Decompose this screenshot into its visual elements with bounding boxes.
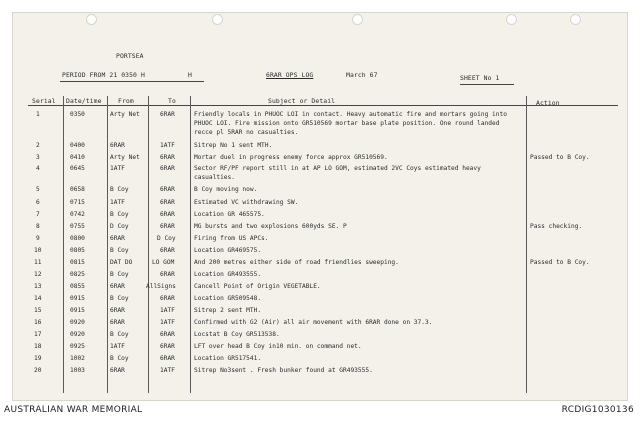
row-time: 0715 <box>70 199 85 206</box>
row-serial: 15 <box>34 307 42 314</box>
row-time: 0920 <box>70 331 85 338</box>
row-to: 6RAR <box>160 247 175 254</box>
row-serial: 6 <box>36 199 40 206</box>
row-serial: 17 <box>34 331 42 338</box>
row-serial: 19 <box>34 355 42 362</box>
row-serial: 16 <box>34 319 42 326</box>
row-from: B Coy <box>110 295 129 302</box>
row-time: 0645 <box>70 165 85 172</box>
table-row <box>0 367 640 380</box>
row-detail: Location GR493555. <box>194 271 262 278</box>
row-time: 0825 <box>70 271 85 278</box>
row-time: 0800 <box>70 235 85 242</box>
row-from: Arty Net <box>110 154 140 161</box>
row-time: 0350 <box>70 111 85 118</box>
period-rule <box>60 81 204 82</box>
row-detail: Location GR 465575. <box>194 211 265 218</box>
row-time: 0658 <box>70 186 85 193</box>
sheet-rule <box>460 84 514 85</box>
row-serial: 11 <box>34 259 42 266</box>
row-action: Passed to B Coy. <box>530 154 590 161</box>
row-serial: 4 <box>36 165 40 172</box>
row-time: 1003 <box>70 367 85 374</box>
row-serial: 3 <box>36 154 40 161</box>
period-to: H <box>188 71 192 79</box>
row-detail: Location GR517541. <box>194 355 262 362</box>
row-to: 6RAR <box>160 186 175 193</box>
log-title: 6RAR OPS LOG <box>266 71 314 79</box>
row-from: D Coy <box>110 223 129 230</box>
row-detail: B Coy moving now. <box>194 186 258 193</box>
row-detail: Sector RF/PF report still in at AP LO GOM, estimated 2VC Coys estimated heavy <box>194 165 481 172</box>
row-from: 6RAR <box>110 367 125 374</box>
col-action: Action <box>536 99 560 107</box>
sheet-number: SHEET No 1 <box>460 74 500 82</box>
row-time: 1002 <box>70 355 85 362</box>
row-time: 0410 <box>70 154 85 161</box>
row-to: D Coy <box>157 235 176 242</box>
row-to: 1ATF <box>160 307 175 314</box>
col-datetime: Date/time <box>66 97 102 105</box>
row-from: 6RAR <box>110 319 125 326</box>
row-to: 1ATF <box>160 142 175 149</box>
row-detail: Firing from US APCs. <box>194 235 269 242</box>
row-detail: Sitrep No 1 sent MTH. <box>194 142 273 149</box>
row-serial: 7 <box>36 211 40 218</box>
row-serial: 2 <box>36 142 40 149</box>
row-time: 0742 <box>70 211 85 218</box>
col-from: From <box>118 97 134 105</box>
row-from: B Coy <box>110 211 129 218</box>
row-time: 0815 <box>70 259 85 266</box>
row-serial: 20 <box>34 367 42 374</box>
row-detail: Location GR509548. <box>194 295 262 302</box>
row-detail: Cancell Point of Origin VEGETABLE. <box>194 283 321 290</box>
row-to: 6RAR <box>160 111 175 118</box>
row-action: Passed to B Coy. <box>530 259 590 266</box>
row-from: B Coy <box>110 186 129 193</box>
row-to: 6RAR <box>160 355 175 362</box>
row-action: Pass checking. <box>530 223 583 230</box>
row-detail: Estimated VC withdrawing SW. <box>194 199 299 206</box>
row-detail: Confirmed with G2 (Air) all air movement with 6RAR done on 37.3. <box>194 319 433 326</box>
table-row <box>0 111 640 136</box>
row-to: 6RAR <box>160 295 175 302</box>
period-from: PERIOD FROM 21 0350 H <box>62 71 145 79</box>
punch-hole <box>570 14 581 25</box>
row-to: 1ATF <box>160 319 175 326</box>
row-to: 6RAR <box>160 165 175 172</box>
row-from: B Coy <box>110 247 129 254</box>
row-time: 0755 <box>70 223 85 230</box>
row-to: 6RAR <box>160 199 175 206</box>
row-detail-line3: recce pl 5RAR no casualties. <box>194 129 299 136</box>
row-from: 6RAR <box>110 142 125 149</box>
row-detail-line2: PHUOC LOI. Fire mission onto GR510569 mortar base plate position. One round landed <box>194 120 500 127</box>
row-detail: Locstat B Coy GR513538. <box>194 331 280 338</box>
row-serial: 14 <box>34 295 42 302</box>
row-from: Arty Net <box>110 111 140 118</box>
row-time: 0915 <box>70 295 85 302</box>
punch-hole <box>212 14 223 25</box>
row-to: LO GOM <box>152 259 175 266</box>
row-time: 0915 <box>70 307 85 314</box>
archive-credit: AUSTRALIAN WAR MEMORIAL <box>4 405 143 415</box>
row-from: 1ATF <box>110 343 125 350</box>
col-to: To <box>168 97 176 105</box>
row-detail: Sitrep 2 sent MTH. <box>194 307 262 314</box>
row-detail: LFT over head B Coy in10 min. on command net. <box>194 343 362 350</box>
row-time: 0400 <box>70 142 85 149</box>
row-serial: 13 <box>34 283 42 290</box>
row-serial: 1 <box>36 111 40 118</box>
table-row <box>0 165 640 181</box>
row-to: 6RAR <box>160 343 175 350</box>
row-from: DAT DO <box>110 259 133 266</box>
archive-reference: RCDIG1030136 <box>561 405 634 415</box>
row-to: 1ATF <box>160 367 175 374</box>
row-from: 6RAR <box>110 235 125 242</box>
row-from: 1ATF <box>110 165 125 172</box>
row-detail: Friendly locals in PHUOC LOI in contact. Heavy automatic fire and mortars going into <box>194 111 507 118</box>
row-detail-line2: casualties. <box>194 174 235 181</box>
row-serial: 8 <box>36 223 40 230</box>
row-from: 6RAR <box>110 307 125 314</box>
row-serial: 18 <box>34 343 42 350</box>
col-serial: Serial <box>32 97 56 105</box>
row-to: 6RAR <box>160 271 175 278</box>
row-serial: 12 <box>34 271 42 278</box>
punch-hole <box>352 14 363 25</box>
row-to: 6RAR <box>160 154 175 161</box>
row-from: 1ATF <box>110 199 125 206</box>
punch-hole <box>86 14 97 25</box>
row-time: 0920 <box>70 319 85 326</box>
row-detail: Location GR469575. <box>194 247 262 254</box>
row-time: 0805 <box>70 247 85 254</box>
row-from: B Coy <box>110 355 129 362</box>
row-time: 0925 <box>70 343 85 350</box>
col-subject: Subject or Detail <box>268 97 336 105</box>
row-detail: Mortar duel in progress enemy force approx GR510569. <box>194 154 388 161</box>
row-from: B Coy <box>110 331 129 338</box>
unit-name: PORTSEA <box>116 52 144 60</box>
header-rule <box>28 105 618 106</box>
row-detail: MG bursts and two explosions 600yds SE. P <box>194 223 347 230</box>
row-from: B Coy <box>110 271 129 278</box>
row-serial: 5 <box>36 186 40 193</box>
row-to: 6RAR <box>160 223 175 230</box>
punch-hole <box>506 14 517 25</box>
row-to: 6RAR <box>160 211 175 218</box>
row-to: 6RAR <box>160 331 175 338</box>
row-serial: 9 <box>36 235 40 242</box>
table-row <box>0 186 640 199</box>
row-serial: 10 <box>34 247 42 254</box>
log-month: March 67 <box>346 71 378 79</box>
row-detail: And 200 metres either side of road friendlies sweeping. <box>194 259 399 266</box>
row-from: 6RAR <box>110 283 125 290</box>
row-to: AllSigns <box>146 283 176 290</box>
row-time: 0855 <box>70 283 85 290</box>
row-detail: Sitrep No3sent . Fresh bunker found at GR493555. <box>194 367 373 374</box>
